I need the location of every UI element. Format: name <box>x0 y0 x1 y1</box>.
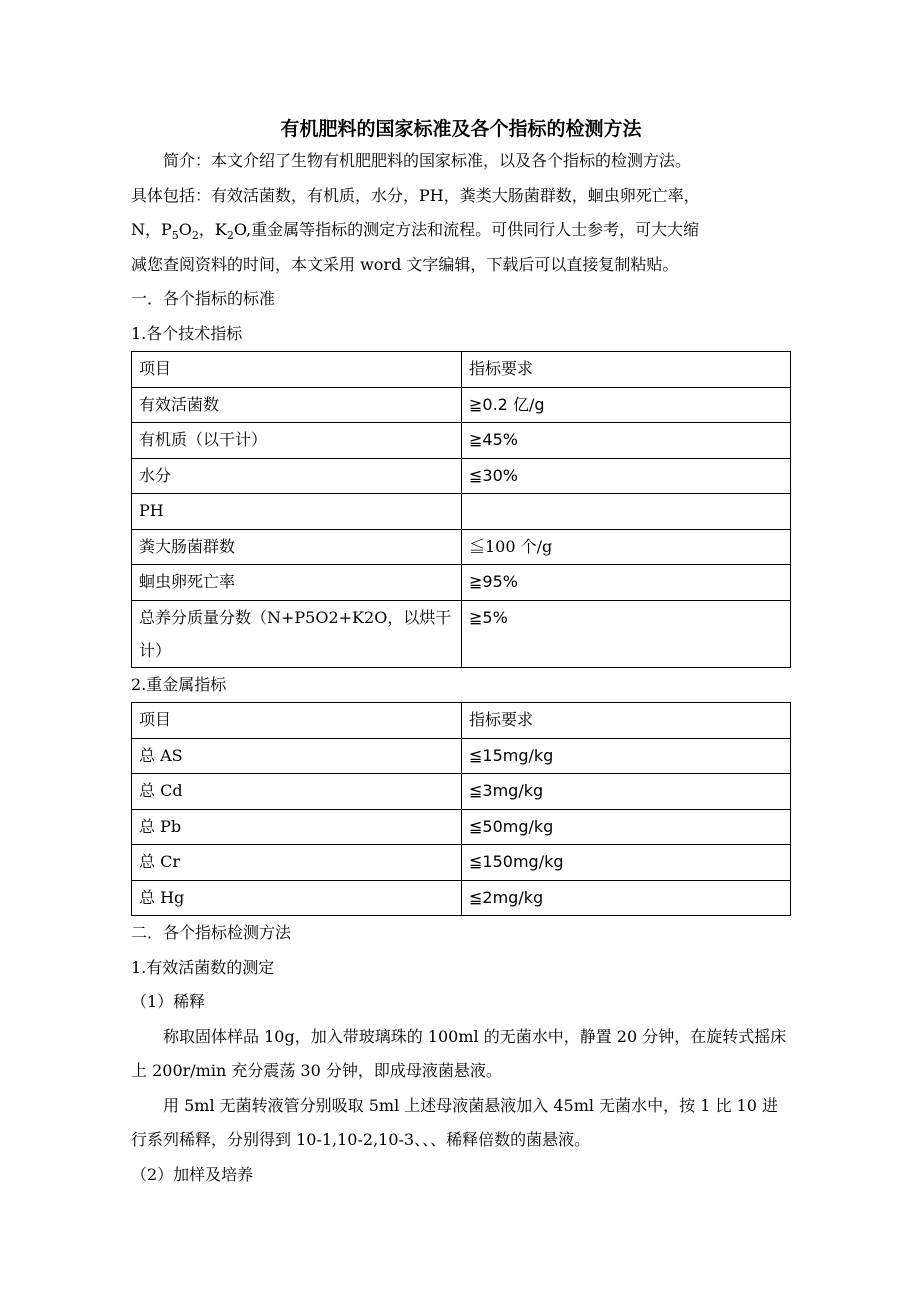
requirement-cell <box>462 494 791 530</box>
item-cell: 总 Cr <box>132 845 462 881</box>
requirement-cell: ≦30% <box>462 458 791 494</box>
intro-line <box>131 213 791 248</box>
requirement-cell: ≧5% <box>462 600 791 667</box>
item-cell: 总 AS <box>132 738 462 774</box>
item-cell: 有机质（以干计） <box>132 423 462 459</box>
table-row <box>132 565 791 601</box>
section-heading: 二．各个指标检测方法 <box>131 923 292 942</box>
requirement-cell: ≦2mg/kg <box>462 880 791 916</box>
table-row <box>132 423 791 459</box>
step-heading: （2）加样及培养 <box>131 1164 254 1184</box>
table-row <box>132 494 791 530</box>
body-paragraph: 称取固体样品 10g，加入带玻璃珠的 100ml 的无菌水中，静置 20 分钟，在旋转式摇床上 200r/min 充分震荡 30 分钟，即成母液菌悬液。 <box>131 1026 787 1080</box>
intro-line: 减您查阅资料的时间，本文采用 word 文字编辑，下载后可以直接复制粘贴。 <box>131 254 679 274</box>
document-page <box>131 114 791 1192</box>
table-row <box>132 600 791 667</box>
section-heading: 一．各个指标的标准 <box>131 289 276 308</box>
intro-text: N，P <box>131 220 172 239</box>
intro-paragraph <box>131 144 791 282</box>
item-cell: 蛔虫卵死亡率 <box>132 565 462 601</box>
step-heading: （1）稀释 <box>131 992 206 1011</box>
item-cell: 总 Pb <box>132 809 462 845</box>
requirement-cell: ≦15mg/kg <box>462 738 791 774</box>
item-cell: 有效活菌数 <box>132 387 462 423</box>
intro-text: ，K <box>198 220 227 239</box>
intro-line: 具体包括：有效活菌数，有机质，水分，PH，粪类大肠菌群数，蛔虫卵死亡率， <box>131 185 700 205</box>
subsection-heading: 1.有效活菌数的测定 <box>131 957 275 977</box>
requirement-cell: ≦150mg/kg <box>462 845 791 881</box>
subscript: 2 <box>191 229 199 243</box>
table-row <box>132 738 791 774</box>
requirement-cell: ≧0.2 亿/g <box>462 387 791 423</box>
item-cell: 总养分质量分数（N+P5O2+K2O，以烘干计） <box>132 600 462 667</box>
intro-text: O,重金属等指标的测定方法和流程。可供同行人士参考，可大大缩 <box>233 220 700 239</box>
table-header-cell: 项目 <box>132 352 462 388</box>
heavy-metal-table <box>131 702 791 916</box>
subscript: 2 <box>226 229 234 243</box>
intro-line: 简介：本文介绍了生物有机肥肥料的国家标准，以及各个指标的检测方法。 <box>163 151 692 170</box>
table-row <box>132 529 791 565</box>
item-cell: 总 Cd <box>132 774 462 810</box>
item-cell: PH <box>132 494 462 530</box>
table-row <box>132 809 791 845</box>
subsection-heading: 2.重金属指标 <box>131 674 227 694</box>
requirement-cell: ≦50mg/kg <box>462 809 791 845</box>
table-header-row <box>132 352 791 388</box>
item-cell: 粪大肠菌群数 <box>132 529 462 565</box>
table-row <box>132 880 791 916</box>
table-header-cell: 项目 <box>132 703 462 739</box>
table-row <box>132 387 791 423</box>
table-row <box>132 458 791 494</box>
table-header-cell: 指标要求 <box>462 703 791 739</box>
item-cell: 水分 <box>132 458 462 494</box>
intro-text: O <box>178 220 192 239</box>
requirement-cell: ≦3mg/kg <box>462 774 791 810</box>
requirement-cell: ≦100 个/g <box>462 529 791 565</box>
page-title: 有机肥料的国家标准及各个指标的检测方法 <box>280 118 642 140</box>
table-row <box>132 774 791 810</box>
body-paragraph: 用 5ml 无菌转液管分别吸取 5ml 上述母液菌悬液加入 45ml 无菌水中，按 1 比 10 进行系列稀释，分别得到 10-1,10-2,10-3、、、稀释倍数的菌悬液。 <box>131 1095 778 1149</box>
item-cell: 总 Hg <box>132 880 462 916</box>
table-header-cell: 指标要求 <box>462 352 791 388</box>
requirement-cell: ≧45% <box>462 423 791 459</box>
requirement-cell: ≧95% <box>462 565 791 601</box>
table-row <box>132 845 791 881</box>
subscript: 5 <box>171 229 179 243</box>
subsection-heading: 1.各个技术指标 <box>131 323 243 343</box>
table-header-row <box>132 703 791 739</box>
technical-indicators-table <box>131 351 791 668</box>
